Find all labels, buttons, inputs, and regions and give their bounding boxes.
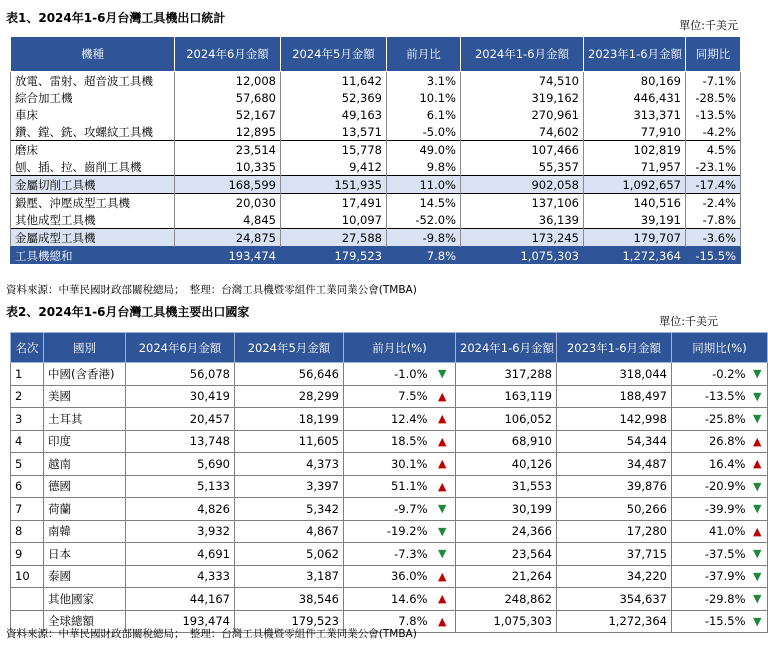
value-cell: 248,862 xyxy=(456,588,557,611)
down-triangle-icon: ▼ xyxy=(753,547,762,561)
table-row xyxy=(11,176,741,194)
value-cell: 50,266 xyxy=(557,498,672,521)
export-country-table xyxy=(10,332,768,633)
value-cell: 1,272,364 xyxy=(557,610,672,633)
value-cell: 15,778 xyxy=(281,141,387,159)
down-triangle-icon: ▼ xyxy=(753,502,762,516)
value-cell: 193,474 xyxy=(175,247,281,265)
value-cell: 4,845 xyxy=(175,211,281,229)
value-cell: 313,371 xyxy=(584,106,686,123)
table-row xyxy=(11,588,768,611)
value-cell: 54,344 xyxy=(557,430,672,453)
value-cell: 49,163 xyxy=(281,106,387,123)
machine-type-cell: 綜合加工機 xyxy=(11,89,175,106)
value-cell: -28.5% xyxy=(686,89,741,106)
value-cell: 18,199 xyxy=(235,408,344,431)
value-cell: 106,052 xyxy=(456,408,557,431)
yoy-change-cell: -15.5% xyxy=(672,610,748,633)
value-cell: 34,220 xyxy=(557,565,672,588)
value-cell: 55,357 xyxy=(461,158,584,176)
machine-type-cell: 金屬切削工具機 xyxy=(11,176,175,194)
up-triangle-icon: ▲ xyxy=(438,569,447,583)
header-cell: 前月比 xyxy=(387,37,461,72)
yoy-change-cell: -37.9% xyxy=(672,565,748,588)
mom-change-cell: -1.0% xyxy=(344,363,430,386)
arrow-cell xyxy=(748,610,768,633)
value-cell: 10.1% xyxy=(387,89,461,106)
yoy-change-cell: -13.5% xyxy=(672,385,748,408)
value-cell: 4,867 xyxy=(235,520,344,543)
rank-cell: 1 xyxy=(11,363,44,386)
machine-type-cell: 放電、雷射、超音波工具機 xyxy=(11,72,175,90)
value-cell: 1,075,303 xyxy=(456,610,557,633)
arrow-cell xyxy=(430,565,456,588)
country-cell: 泰國 xyxy=(44,565,126,588)
machine-tool-export-table xyxy=(10,36,741,264)
arrow-cell xyxy=(748,363,768,386)
up-triangle-icon: ▲ xyxy=(438,389,447,403)
table-row xyxy=(11,211,741,229)
value-cell: 23,514 xyxy=(175,141,281,159)
value-cell: 49.0% xyxy=(387,141,461,159)
value-cell: 4,691 xyxy=(126,543,235,566)
down-triangle-icon: ▼ xyxy=(438,367,447,381)
table1-source-note: 資料來源：中華民國財政部關稅總局； 整理：台灣工具機暨零組件工業同業公會(TMBA) xyxy=(6,284,417,296)
value-cell: 7.8% xyxy=(387,247,461,265)
value-cell: 4,333 xyxy=(126,565,235,588)
header-cell: 機種 xyxy=(11,37,175,72)
value-cell: -13.5% xyxy=(686,106,741,123)
value-cell: 3,397 xyxy=(235,475,344,498)
value-cell: 27,588 xyxy=(281,229,387,247)
value-cell: 24,366 xyxy=(456,520,557,543)
country-cell: 印度 xyxy=(44,430,126,453)
country-cell: 中國(含香港) xyxy=(44,363,126,386)
header-cell: 2024年1-6月金額 xyxy=(456,333,557,363)
arrow-cell xyxy=(748,430,768,453)
value-cell: 56,078 xyxy=(126,363,235,386)
value-cell: 30,419 xyxy=(126,385,235,408)
value-cell: 21,264 xyxy=(456,565,557,588)
arrow-cell xyxy=(430,453,456,476)
table2-unit: 單位:千美元 xyxy=(659,315,718,328)
value-cell: 12,895 xyxy=(175,123,281,141)
header-cell: 2024年5月金額 xyxy=(235,333,344,363)
value-cell: -52.0% xyxy=(387,211,461,229)
up-triangle-icon: ▲ xyxy=(438,479,447,493)
rank-cell xyxy=(11,588,44,611)
rank-cell: 3 xyxy=(11,408,44,431)
arrow-cell xyxy=(430,610,456,633)
machine-type-cell: 其他成型工具機 xyxy=(11,211,175,229)
table-row xyxy=(11,453,768,476)
value-cell: 12,008 xyxy=(175,72,281,90)
table-row xyxy=(11,158,741,176)
mom-change-cell: -19.2% xyxy=(344,520,430,543)
header-cell: 2024年5月金額 xyxy=(281,37,387,72)
country-cell: 全球總額 xyxy=(44,610,126,633)
value-cell: 74,510 xyxy=(461,72,584,90)
value-cell: 52,167 xyxy=(175,106,281,123)
arrow-cell xyxy=(430,543,456,566)
value-cell: 17,280 xyxy=(557,520,672,543)
up-triangle-icon: ▲ xyxy=(438,412,447,426)
machine-type-cell: 工具機總和 xyxy=(11,247,175,265)
down-triangle-icon: ▼ xyxy=(753,479,762,493)
value-cell: -7.8% xyxy=(686,211,741,229)
value-cell: 6.1% xyxy=(387,106,461,123)
country-cell: 土耳其 xyxy=(44,408,126,431)
value-cell: -7.1% xyxy=(686,72,741,90)
rank-cell: 2 xyxy=(11,385,44,408)
country-cell: 越南 xyxy=(44,453,126,476)
yoy-change-cell: 41.0% xyxy=(672,520,748,543)
yoy-change-cell: 16.4% xyxy=(672,453,748,476)
header-cell: 名次 xyxy=(11,333,44,363)
rank-cell: 6 xyxy=(11,475,44,498)
value-cell: 270,961 xyxy=(461,106,584,123)
value-cell: 102,819 xyxy=(584,141,686,159)
value-cell: -5.0% xyxy=(387,123,461,141)
up-triangle-icon: ▲ xyxy=(438,614,447,628)
arrow-cell xyxy=(748,520,768,543)
value-cell: 11,605 xyxy=(235,430,344,453)
value-cell: 5,062 xyxy=(235,543,344,566)
up-triangle-icon: ▲ xyxy=(753,434,762,448)
machine-type-cell: 金屬成型工具機 xyxy=(11,229,175,247)
value-cell: 4,826 xyxy=(126,498,235,521)
value-cell: 20,457 xyxy=(126,408,235,431)
value-cell: 9,412 xyxy=(281,158,387,176)
value-cell: 10,097 xyxy=(281,211,387,229)
down-triangle-icon: ▼ xyxy=(753,569,762,583)
value-cell: 52,369 xyxy=(281,89,387,106)
header-cell: 2023年1-6月金額 xyxy=(557,333,672,363)
table1-unit: 單位:千美元 xyxy=(679,19,738,32)
down-triangle-icon: ▼ xyxy=(753,367,762,381)
rank-cell: 9 xyxy=(11,543,44,566)
table-row xyxy=(11,123,741,141)
value-cell: 5,690 xyxy=(126,453,235,476)
mom-change-cell: 18.5% xyxy=(344,430,430,453)
value-cell: 23,564 xyxy=(456,543,557,566)
mom-change-cell: 51.1% xyxy=(344,475,430,498)
value-cell: 179,523 xyxy=(281,247,387,265)
header-cell: 同期比 xyxy=(686,37,741,72)
header-cell: 國別 xyxy=(44,333,126,363)
value-cell: 34,487 xyxy=(557,453,672,476)
arrow-cell xyxy=(430,363,456,386)
yoy-change-cell: -20.9% xyxy=(672,475,748,498)
value-cell: 902,058 xyxy=(461,176,584,194)
up-triangle-icon: ▲ xyxy=(753,457,762,471)
value-cell: 14.5% xyxy=(387,194,461,212)
value-cell: 179,523 xyxy=(235,610,344,633)
header-cell: 同期比(%) xyxy=(672,333,768,363)
value-cell: 1,092,657 xyxy=(584,176,686,194)
value-cell: 56,646 xyxy=(235,363,344,386)
value-cell: -23.1% xyxy=(686,158,741,176)
arrow-cell xyxy=(430,408,456,431)
value-cell: 140,516 xyxy=(584,194,686,212)
value-cell: 107,466 xyxy=(461,141,584,159)
rank-cell: 4 xyxy=(11,430,44,453)
table-row xyxy=(11,475,768,498)
value-cell: 188,497 xyxy=(557,385,672,408)
value-cell: 4,373 xyxy=(235,453,344,476)
value-cell: 38,546 xyxy=(235,588,344,611)
value-cell: 74,602 xyxy=(461,123,584,141)
value-cell: -2.4% xyxy=(686,194,741,212)
table-row xyxy=(11,247,741,265)
value-cell: 1,272,364 xyxy=(584,247,686,265)
down-triangle-icon: ▼ xyxy=(753,614,762,628)
down-triangle-icon: ▼ xyxy=(438,524,447,538)
mom-change-cell: -9.7% xyxy=(344,498,430,521)
table2-title: 表2、2024年1-6月台灣工具機主要出口國家 xyxy=(6,305,250,319)
table-row xyxy=(11,194,741,212)
table-row xyxy=(11,408,768,431)
up-triangle-icon: ▲ xyxy=(438,592,447,606)
mom-change-cell: 14.6% xyxy=(344,588,430,611)
value-cell: 57,680 xyxy=(175,89,281,106)
arrow-cell xyxy=(748,385,768,408)
down-triangle-icon: ▼ xyxy=(753,412,762,426)
value-cell: 68,910 xyxy=(456,430,557,453)
table-row xyxy=(11,72,741,90)
yoy-change-cell: 26.8% xyxy=(672,430,748,453)
mom-change-cell: -7.3% xyxy=(344,543,430,566)
value-cell: 71,957 xyxy=(584,158,686,176)
down-triangle-icon: ▼ xyxy=(438,547,447,561)
mom-change-cell: 7.8% xyxy=(344,610,430,633)
value-cell: 9.8% xyxy=(387,158,461,176)
value-cell: 354,637 xyxy=(557,588,672,611)
arrow-cell xyxy=(748,498,768,521)
value-cell: 31,553 xyxy=(456,475,557,498)
value-cell: 193,474 xyxy=(126,610,235,633)
down-triangle-icon: ▼ xyxy=(753,389,762,403)
header-cell: 2024年6月金額 xyxy=(126,333,235,363)
table1-title: 表1、2024年1-6月台灣工具機出口統計 xyxy=(6,11,226,25)
table2-source-note: 資料來源：中華民國財政部關稅總局； 整理：台灣工具機暨零組件工業同業公會(TMBA) xyxy=(6,628,417,640)
table-row xyxy=(11,363,768,386)
value-cell: 37,715 xyxy=(557,543,672,566)
value-cell: 4.5% xyxy=(686,141,741,159)
table-row xyxy=(11,385,768,408)
value-cell: 77,910 xyxy=(584,123,686,141)
machine-type-cell: 刨、插、拉、齒削工具機 xyxy=(11,158,175,176)
value-cell: 28,299 xyxy=(235,385,344,408)
header-cell: 2024年1-6月金額 xyxy=(461,37,584,72)
value-cell: 151,935 xyxy=(281,176,387,194)
arrow-cell xyxy=(430,588,456,611)
value-cell: 20,030 xyxy=(175,194,281,212)
value-cell: 24,875 xyxy=(175,229,281,247)
table-row xyxy=(11,520,768,543)
value-cell: -9.8% xyxy=(387,229,461,247)
value-cell: 163,119 xyxy=(456,385,557,408)
value-cell: 10,335 xyxy=(175,158,281,176)
value-cell: 13,748 xyxy=(126,430,235,453)
rank-cell: 10 xyxy=(11,565,44,588)
value-cell: 3,932 xyxy=(126,520,235,543)
up-triangle-icon: ▲ xyxy=(438,434,447,448)
country-cell: 南韓 xyxy=(44,520,126,543)
arrow-cell xyxy=(748,475,768,498)
value-cell: 80,169 xyxy=(584,72,686,90)
table-row xyxy=(11,430,768,453)
table-row xyxy=(11,106,741,123)
down-triangle-icon: ▼ xyxy=(753,592,762,606)
country-cell: 德國 xyxy=(44,475,126,498)
value-cell: 11,642 xyxy=(281,72,387,90)
value-cell: 173,245 xyxy=(461,229,584,247)
machine-type-cell: 鑽、鏜、銑、攻螺紋工具機 xyxy=(11,123,175,141)
mom-change-cell: 30.1% xyxy=(344,453,430,476)
machine-type-cell: 磨床 xyxy=(11,141,175,159)
table-row xyxy=(11,229,741,247)
value-cell: 179,707 xyxy=(584,229,686,247)
arrow-cell xyxy=(748,565,768,588)
value-cell: 3,187 xyxy=(235,565,344,588)
country-cell: 荷蘭 xyxy=(44,498,126,521)
value-cell: 17,491 xyxy=(281,194,387,212)
table-row xyxy=(11,565,768,588)
value-cell: -15.5% xyxy=(686,247,741,265)
arrow-cell xyxy=(748,453,768,476)
machine-type-cell: 鍛壓、沖壓成型工具機 xyxy=(11,194,175,212)
mom-change-cell: 12.4% xyxy=(344,408,430,431)
arrow-cell xyxy=(430,498,456,521)
value-cell: 40,126 xyxy=(456,453,557,476)
table2-header-row xyxy=(11,333,768,363)
country-cell: 其他國家 xyxy=(44,588,126,611)
value-cell: -4.2% xyxy=(686,123,741,141)
yoy-change-cell: -39.9% xyxy=(672,498,748,521)
country-cell: 日本 xyxy=(44,543,126,566)
machine-type-cell: 車床 xyxy=(11,106,175,123)
value-cell: -17.4% xyxy=(686,176,741,194)
value-cell: -3.6% xyxy=(686,229,741,247)
value-cell: 11.0% xyxy=(387,176,461,194)
header-cell: 2023年1-6月金額 xyxy=(584,37,686,72)
value-cell: 318,044 xyxy=(557,363,672,386)
arrow-cell xyxy=(748,588,768,611)
table1-header-row xyxy=(11,37,741,72)
rank-cell: 8 xyxy=(11,520,44,543)
yoy-change-cell: -37.5% xyxy=(672,543,748,566)
value-cell: 5,133 xyxy=(126,475,235,498)
value-cell: 39,191 xyxy=(584,211,686,229)
table-row xyxy=(11,543,768,566)
value-cell: 3.1% xyxy=(387,72,461,90)
value-cell: 142,998 xyxy=(557,408,672,431)
arrow-cell xyxy=(430,430,456,453)
value-cell: 13,571 xyxy=(281,123,387,141)
arrow-cell xyxy=(748,408,768,431)
arrow-cell xyxy=(430,385,456,408)
mom-change-cell: 7.5% xyxy=(344,385,430,408)
rank-cell: 5 xyxy=(11,453,44,476)
value-cell: 168,599 xyxy=(175,176,281,194)
rank-cell: 7 xyxy=(11,498,44,521)
table-row xyxy=(11,141,741,159)
value-cell: 137,106 xyxy=(461,194,584,212)
up-triangle-icon: ▲ xyxy=(438,457,447,471)
header-cell: 前月比(%) xyxy=(344,333,456,363)
value-cell: 319,162 xyxy=(461,89,584,106)
country-cell: 美國 xyxy=(44,385,126,408)
yoy-change-cell: -29.8% xyxy=(672,588,748,611)
value-cell: 1,075,303 xyxy=(461,247,584,265)
arrow-cell xyxy=(430,475,456,498)
value-cell: 44,167 xyxy=(126,588,235,611)
mom-change-cell: 36.0% xyxy=(344,565,430,588)
arrow-cell xyxy=(430,520,456,543)
value-cell: 5,342 xyxy=(235,498,344,521)
value-cell: 39,876 xyxy=(557,475,672,498)
down-triangle-icon: ▼ xyxy=(438,502,447,516)
value-cell: 36,139 xyxy=(461,211,584,229)
up-triangle-icon: ▲ xyxy=(753,524,762,538)
value-cell: 446,431 xyxy=(584,89,686,106)
arrow-cell xyxy=(748,543,768,566)
yoy-change-cell: -25.8% xyxy=(672,408,748,431)
value-cell: 317,288 xyxy=(456,363,557,386)
table-row xyxy=(11,89,741,106)
value-cell: 30,199 xyxy=(456,498,557,521)
header-cell: 2024年6月金額 xyxy=(175,37,281,72)
yoy-change-cell: -0.2% xyxy=(672,363,748,386)
table-row xyxy=(11,498,768,521)
